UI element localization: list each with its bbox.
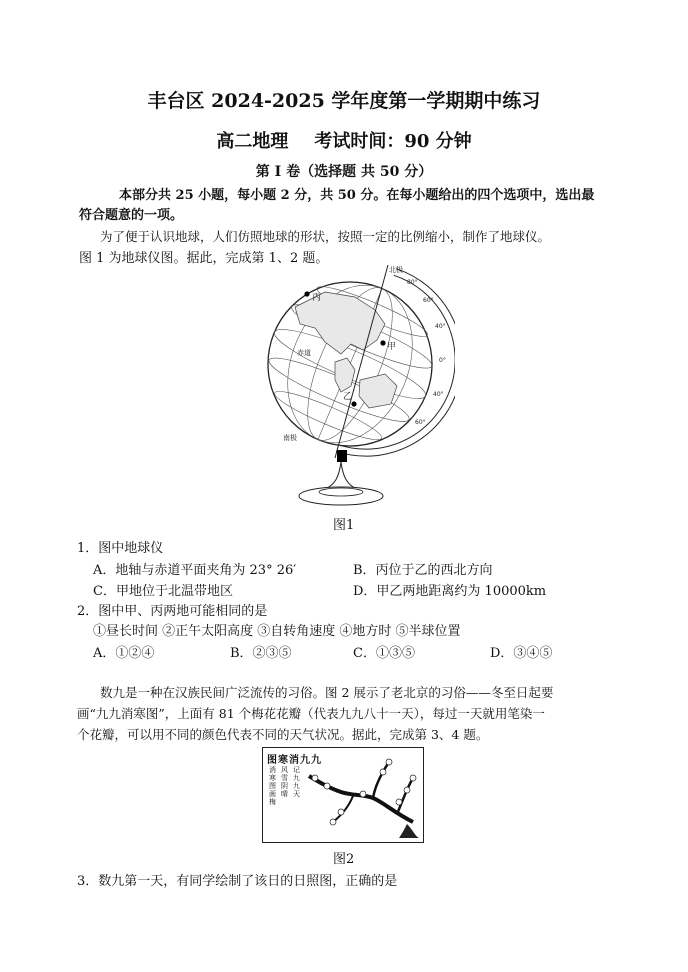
chart-heading: 图寒消九九 [267,755,322,766]
point-jia [380,340,385,345]
ring-label-2: 60° [423,297,434,304]
nine-nine-chart [262,747,424,843]
globe-stem [327,462,355,488]
ring-label-14: 60° [415,419,426,426]
globe-pivot [337,450,347,462]
q1-stem: 1．图中地球仪 [77,541,164,556]
point-yi [351,401,356,406]
chart-text-col-1: 消寒图画梅 [269,766,276,806]
globe-figure [255,262,455,512]
q1-option-a[interactable]: A．地轴与赤道平面夹角为 23° 26′ [93,563,297,578]
chart-text-col-2: 风雪阴晴 [281,766,288,798]
exam-time: 考试时间：90 分钟 [314,131,472,152]
exam-subtitle [0,127,688,153]
q2-option-b[interactable]: B．②③⑤ [230,646,292,661]
passage1-line-1: 为了便于认识地球，人们仿照地球的形状，按照一定的比例缩小，制作了地球仪。 [100,229,551,244]
q2-option-a[interactable]: A．①②④ [93,646,155,661]
label-yi: 乙 [343,392,353,402]
ring-label-8: 0° [439,357,446,364]
q1-option-b[interactable]: B．丙位于乙的西北方向 [353,563,493,578]
passage2-line-2: 画“九九消寒图”，上面有 81 个梅花花瓣（代表九九八十一天），每过一天就用笔染一 [77,706,545,721]
figure2-caption: 图2 [333,852,355,867]
passage1-line-2: 图 1 为地球仪图。据此，完成第 1、2 题。 [79,251,329,266]
section-title: 第 I 卷（选择题 共 50 分） [255,164,433,180]
q3-stem: 3．数九第一天，有同学绘制了该日的日照图，正确的是 [77,874,398,889]
passage2-line-1: 数九是一种在汉族民间广泛流传的习俗。图 2 展示了老北京的习俗——冬至日起要 [100,685,554,700]
label-equator: 赤道 [297,349,311,357]
ring-label-12: 40° [433,391,444,398]
subject-label: 高二地理 [216,131,289,152]
label-jia: 甲 [387,342,397,352]
passage2-line-3: 个花瓣，可以用不同的颜色代表不同的天气状况。据此，完成第 3、4 题。 [77,727,489,742]
label-south-pole: 南极 [283,434,297,442]
label-north-pole: 北极 [389,266,403,274]
q2-option-c[interactable]: C．①③⑤ [353,646,415,661]
q1-option-c[interactable]: C．甲地位于北温带地区 [93,584,233,599]
instruction-line-1: 本部分共 25 小题，每小题 2 分，共 50 分。在每小题给出的四个选项中，选出最 [119,188,595,203]
q2-stem: 2．图中甲、丙两地可能相同的是 [77,604,268,619]
q1-option-d[interactable]: D．甲乙两地距离约为 10000km [353,584,547,599]
ring-label-0: 80° [407,279,418,286]
q2-items: ①昼长时间 ②正午太阳高度 ③自转角速度 ④地方时 ⑤半球位置 [93,624,461,639]
q2-option-d[interactable]: D．③④⑤ [490,646,553,661]
main-branch [309,776,413,822]
plum-branch-drawing [303,752,421,840]
figure1-caption: 图1 [333,518,355,533]
label-bing: 丙 [312,293,322,303]
branch-trunk [399,824,419,838]
chart-text-col-3: 记九九天 [293,766,300,798]
document-title: 丰台区 2024-2025 学年度第一学期期中练习 [147,90,541,112]
instruction-line-2: 符合题意的一项。 [79,208,184,223]
point-bing [304,291,309,296]
ring-label-4: 40° [435,323,446,330]
